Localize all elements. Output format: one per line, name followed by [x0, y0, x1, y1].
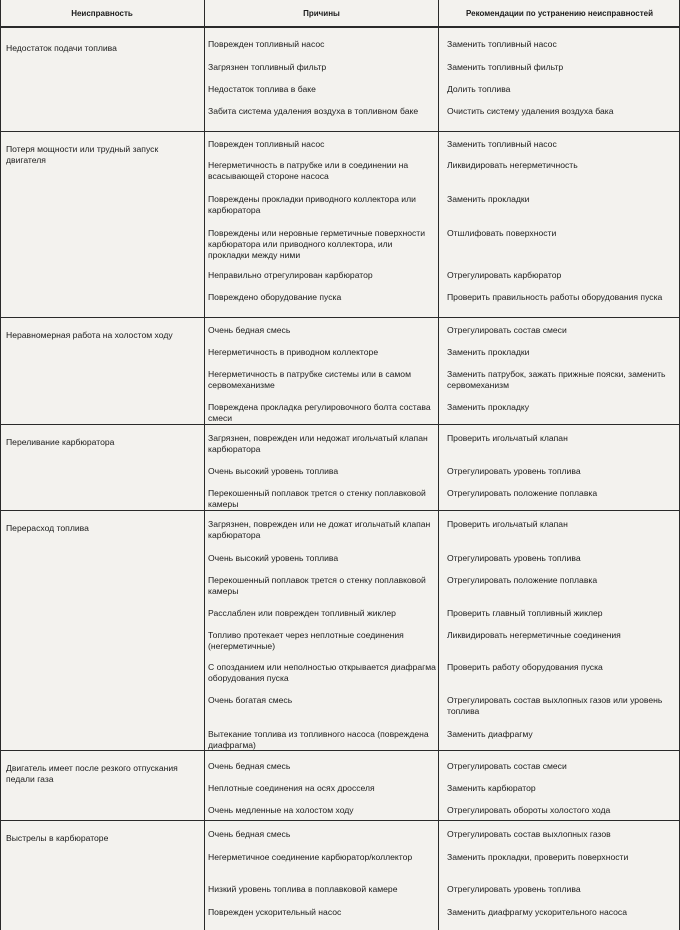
header-recommendations: Рекомендации по устранению неисправностей [465, 8, 654, 18]
cause-cell: Поврежден топливный насос [208, 139, 325, 149]
cause-cell: Очень высокий уровень топлива [208, 553, 339, 563]
recommendation-cell: Заменить диафрагму ускорительного насоса [447, 907, 628, 917]
cause-cell: Очень бедная смесь [208, 325, 291, 335]
cause-cell: Перекошенный поплавок трется о стенку поплавковой камеры [208, 575, 426, 596]
fault-cell: Потеря мощности или трудный запуск двигателя [6, 144, 159, 165]
cause-cell: Поврежден топливный насос [208, 39, 325, 49]
recommendation-cell: Заменить диафрагму [447, 729, 533, 739]
cause-cell: Повреждено оборудование пуска [208, 292, 342, 302]
recommendation-cell: Заменить топливный насос [447, 139, 557, 149]
header-fault: Неисправность [71, 8, 133, 18]
recommendation-cell: Отрегулировать уровень топлива [447, 553, 581, 563]
cause-cell: Расслаблен или поврежден топливный жиклер [208, 608, 396, 618]
recommendation-cell: Проверить правильность работы оборудования пуска [447, 292, 663, 302]
row-divider [0, 26, 680, 28]
recommendation-cell: Отрегулировать состав смеси [447, 761, 567, 771]
cause-cell: Негерметичность в патрубке системы или в самом сервомеханизме [208, 369, 411, 390]
row-divider [0, 510, 680, 511]
fault-cell: Неравномерная работа на холостом ходу [6, 330, 173, 340]
recommendation-cell: Заменить топливный насос [447, 39, 557, 49]
cause-cell: Поврежден ускорительный насос [208, 907, 342, 917]
recommendation-cell: Отрегулировать обороты холостого хода [447, 805, 611, 815]
recommendation-cell: Отшлифовать поверхности [447, 228, 557, 238]
cause-cell: Очень медленные на холостом ходу [208, 805, 354, 815]
recommendation-cell: Заменить прокладку [447, 402, 530, 412]
recommendation-cell: Очистить систему удаления воздуха бака [447, 106, 614, 116]
cause-cell: Загрязнен, поврежден или недожат игольчатый клапан карбюратора [208, 433, 428, 454]
recommendation-cell: Заменить топливный фильтр [447, 62, 564, 72]
cause-cell: Неправильно отрегулирован карбюратор [208, 270, 373, 280]
recommendation-cell: Проверить игольчатый клапан [447, 519, 568, 529]
cause-cell: Повреждена прокладка регулировочного болта состава смеси [208, 402, 431, 423]
cause-cell: Низкий уровень топлива в поплавковой камере [208, 884, 398, 894]
recommendation-cell: Отрегулировать карбюратор [447, 270, 562, 280]
cause-cell: С опозданием или неполностью открывается диафрагма оборудования пуска [208, 662, 436, 683]
recommendation-cell: Отрегулировать состав выхлопных газов или уровень топлива [447, 695, 663, 716]
cause-cell: Повреждены или неровные герметичные поверхности карбюратора или приводного коллектора, или прокладки между ними [208, 228, 426, 260]
recommendation-cell: Заменить прокладки, проверить поверхности [447, 852, 629, 862]
cause-cell: Топливо протекает через неплотные соединения (негерметичные) [208, 630, 404, 651]
column-divider [438, 0, 439, 930]
fault-cell: Выстрелы в карбюраторе [6, 833, 109, 843]
cause-cell: Очень богатая смесь [208, 695, 293, 705]
fault-cell: Перерасход топлива [6, 523, 89, 533]
cause-cell: Забита система удаления воздуха в топливном баке [208, 106, 419, 116]
cause-cell: Негерметичность в патрубке или в соединении на всасывающей стороне насоса [208, 160, 409, 181]
recommendation-cell: Заменить карбюратор [447, 783, 536, 793]
recommendation-cell: Проверить игольчатый клапан [447, 433, 568, 443]
recommendation-cell: Отрегулировать положение поплавка [447, 575, 598, 585]
recommendation-cell: Долить топлива [447, 84, 511, 94]
recommendation-cell: Ликвидировать негерметичные соединения [447, 630, 621, 640]
cause-cell: Неплотные соединения на осях дросселя [208, 783, 375, 793]
fault-cell: Переливание карбюратора [6, 437, 115, 447]
cause-cell: Повреждены прокладки приводного коллектора или карбюратора [208, 194, 416, 215]
column-divider [0, 0, 1, 930]
cause-cell: Очень бедная смесь [208, 829, 291, 839]
row-divider [0, 820, 680, 821]
row-divider [0, 317, 680, 318]
cause-cell: Очень бедная смесь [208, 761, 291, 771]
cause-cell: Негерметичность в приводном коллекторе [208, 347, 379, 357]
cause-cell: Загрязнен топливный фильтр [208, 62, 327, 72]
header-causes: Причины [303, 8, 340, 18]
recommendation-cell: Проверить работу оборудования пуска [447, 662, 603, 672]
recommendation-cell: Заменить прокладки [447, 194, 530, 204]
recommendation-cell: Заменить патрубок, зажать прижные пояски, заменить сервомеханизм [447, 369, 666, 390]
row-divider [0, 424, 680, 425]
recommendation-cell: Отрегулировать состав выхлопных газов [447, 829, 611, 839]
row-divider [0, 131, 680, 132]
cause-cell: Загрязнен, поврежден или не дожат игольчатый клапан карбюратора [208, 519, 431, 540]
fault-cell: Двигатель имеет после резкого отпускания педали газа [6, 763, 178, 784]
recommendation-cell: Отрегулировать уровень топлива [447, 884, 581, 894]
recommendation-cell: Отрегулировать положение поплавка [447, 488, 598, 498]
recommendation-cell: Отрегулировать уровень топлива [447, 466, 581, 476]
cause-cell: Вытекание топлива из топливного насоса (повреждена диафрагма) [208, 729, 429, 750]
fault-cell: Недостаток подачи топлива [6, 43, 117, 53]
cause-cell: Очень высокий уровень топлива [208, 466, 339, 476]
cause-cell: Негерметичное соединение карбюратор/коллектор [208, 852, 413, 862]
recommendation-cell: Проверить главный топливный жиклер [447, 608, 603, 618]
recommendation-cell: Ликвидировать негерметичность [447, 160, 578, 170]
recommendation-cell: Отрегулировать состав смеси [447, 325, 567, 335]
cause-cell: Перекошенный поплавок трется о стенку поплавковой камеры [208, 488, 426, 509]
column-divider [204, 0, 205, 930]
recommendation-cell: Заменить прокладки [447, 347, 530, 357]
cause-cell: Недостаток топлива в баке [208, 84, 316, 94]
